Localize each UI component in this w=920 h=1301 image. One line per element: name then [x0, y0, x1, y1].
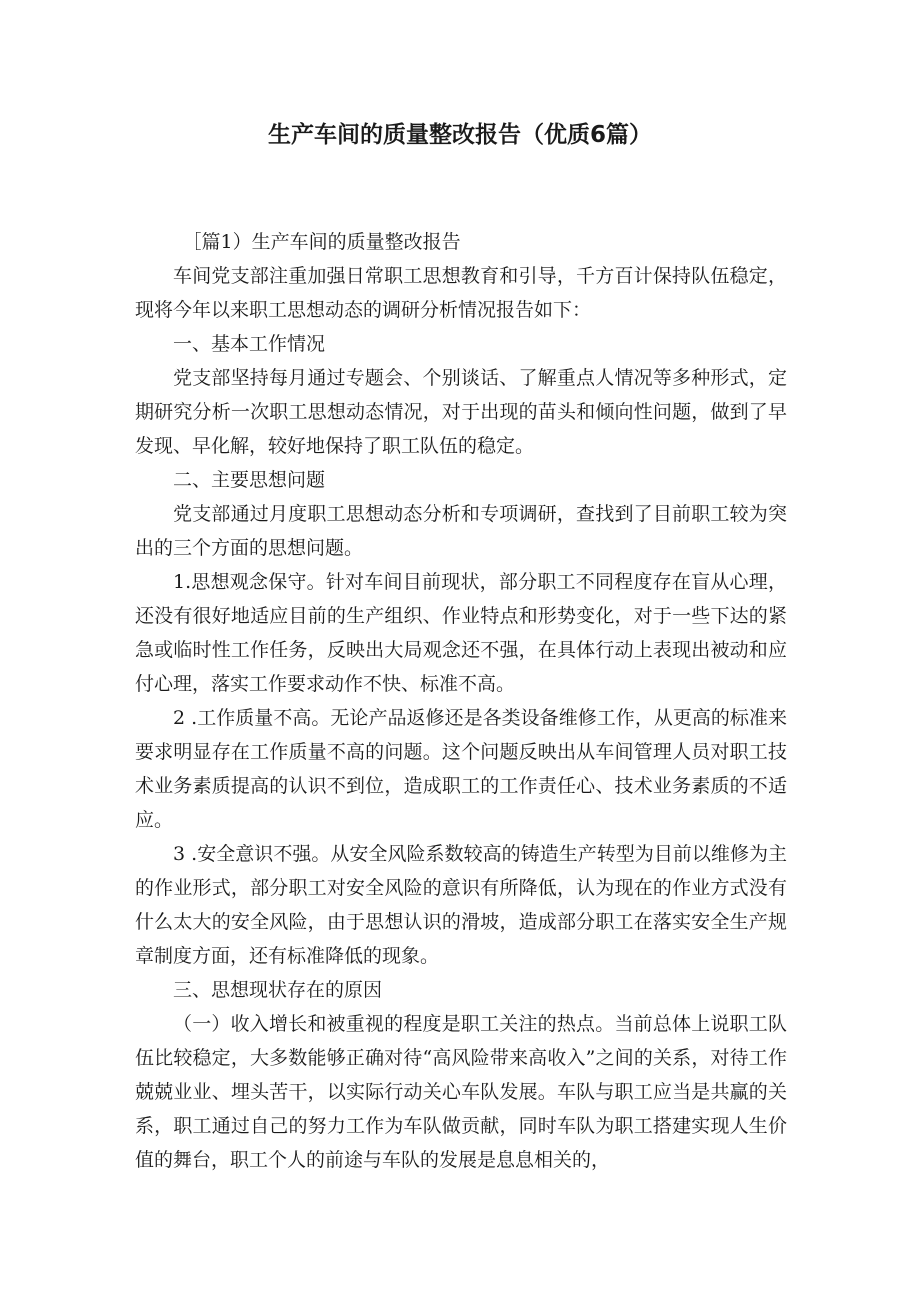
paragraph-problem-2: 2 .工作质量不高。无论产品返修还是各类设备维修工作，从更高的标准来要求明显存在工作质量不高的问题。这个问题反映出从车间管理人员对职工技术业务素质提高的认识不到位，造成职工的工作责任心、技术业务素质的不适应。	[135, 707, 787, 831]
paragraph-main-problems: 党支部通过月度职工思想动态分析和专项调研，查找到了目前职工较为突出的三个方面的思想问题。	[135, 503, 787, 559]
paragraph-problem-3: 3 .安全意识不强。从安全风险系数较高的铸造生产转型为目前以维修为主的作业形式，部分职工对安全风险的意识有所降低，认为现在的作业方式没有什么太大的安全风险，由于思想认识的滑坡，造成部分职工在落实安全生产规章制度方面，还有标准降低的现象。	[135, 843, 787, 967]
section-heading-main-problems: 二、主要思想问题	[173, 469, 326, 491]
section-heading-causes: 三、思想现状存在的原因	[173, 979, 383, 1001]
paragraph-basic-work: 党支部坚持每月通过专题会、个别谈话、了解重点人情况等多种形式，定期研究分析一次职工思想动态情况，对于出现的苗头和倾向性问题，做到了早发现、早化解，较好地保持了职工队伍的稳定。	[135, 367, 787, 457]
section-heading-basic-work: 一、基本工作情况	[173, 333, 326, 355]
paragraph-problem-1: 1.思想观念保守。针对车间目前现状，部分职工不同程度存在盲从心理，还没有很好地适应目前的生产组织、作业特点和形势变化，对于一些下达的紧急或临时性工作任务，反映出大局观念还不强，在具体行动上表现出被动和应付心理，落实工作要求动作不快、标准不高。	[135, 571, 787, 695]
paragraph-intro: 车间党支部注重加强日常职工思想教育和引导，千方百计保持队伍稳定，现将今年以来职工思想动态的调研分析情况报告如下：	[135, 265, 787, 321]
paragraph-cause-1: （一）收入增长和被重视的程度是职工关注的热点。当前总体上说职工队伍比较稳定，大多数能够正确对待“高风险带来高收入”之间的关系，对待工作兢兢业业、埋头苦干，以实际行动关心车队发展。车队与职工应当是共赢的关系，职工通过自己的努力工作为车队做贡献，同时车队为职工搭建实现人生价值的舞台，职工个人的前途与车队的发展是息息相关的，	[135, 1013, 787, 1171]
document-title: 生产车间的质量整改报告（优质6篇）	[267, 122, 652, 148]
article-heading: ［篇1）生产车间的质量整改报告	[182, 231, 461, 253]
document-body	[135, 225, 787, 1177]
